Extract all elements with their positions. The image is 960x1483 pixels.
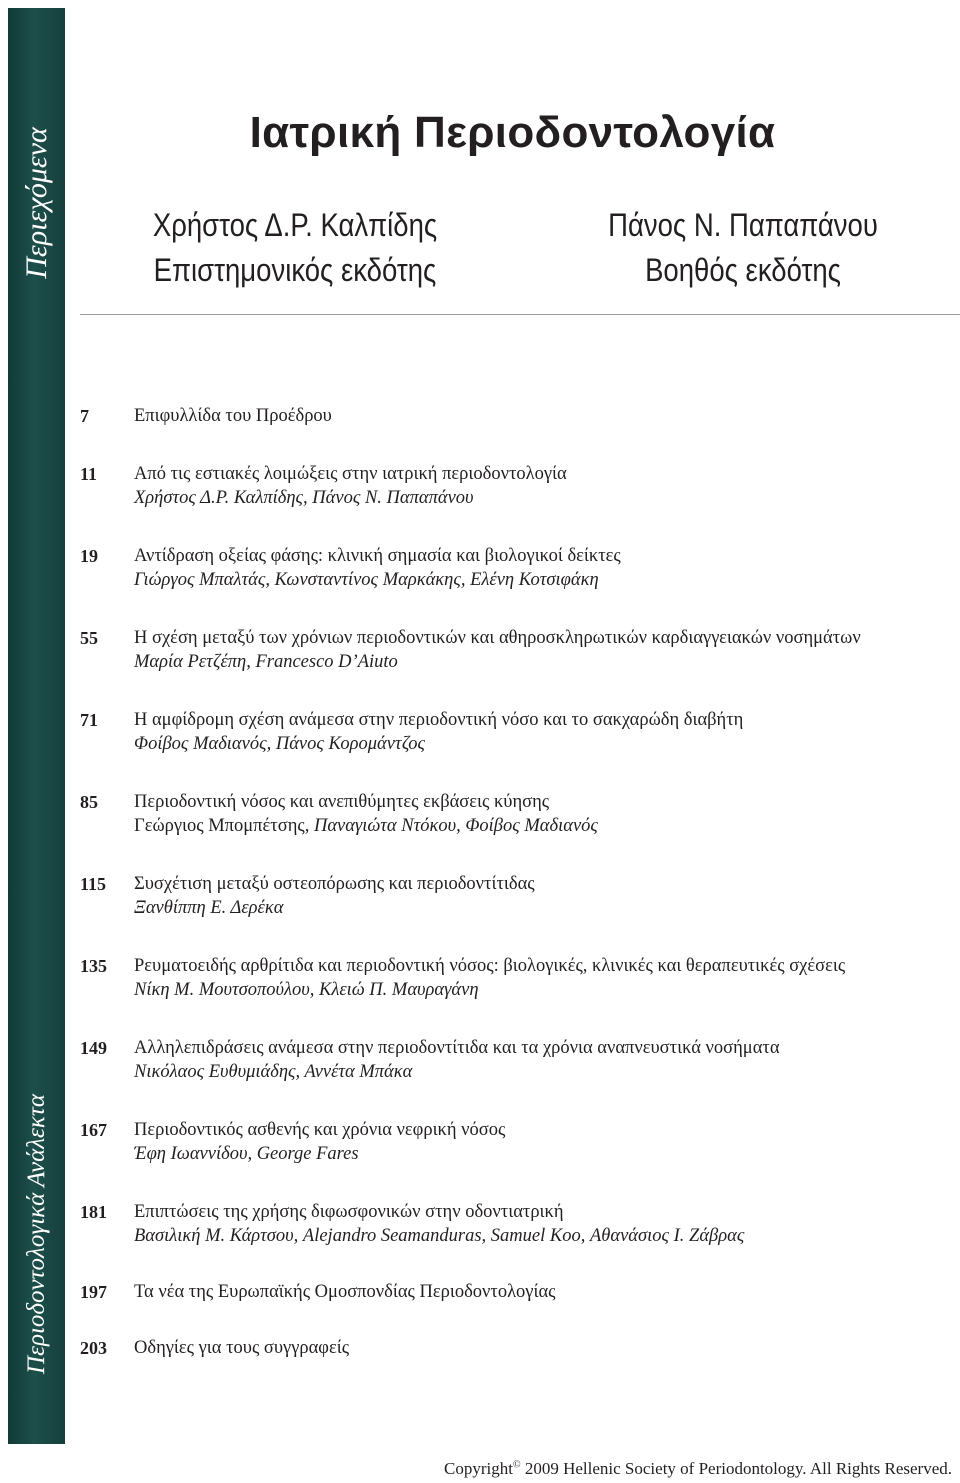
toc-authors: Βασιλική Μ. Κάρτσου, Alejandro Seamanduras, Samuel Koo, Αθανάσιος Ι. Ζάβρας	[134, 1226, 745, 1246]
toc-authors: Έφη Ιωαννίδου, George Fares	[134, 1144, 359, 1164]
toc-authors: Μαρία Ρετζέπη, Francesco D’Aiuto	[134, 652, 398, 672]
header-divider	[80, 314, 960, 315]
toc-title: Επιφυλλίδα του Προέδρου	[134, 406, 332, 426]
toc-page-number: 181	[80, 1202, 107, 1222]
toc-page-number: 197	[80, 1282, 107, 1302]
toc-title: Συσχέτιση μεταξύ οστεοπόρωσης και περιοδοντίτιδας	[134, 874, 535, 894]
toc-authors: Νικόλαος Ευθυμιάδης, Αννέτα Μπάκα	[134, 1062, 413, 1082]
toc-page-number: 135	[80, 956, 107, 976]
toc-page-number: 7	[80, 406, 89, 426]
toc-authors: Ξανθίππη Ε. Δερέκα	[134, 898, 284, 918]
copyright-notice	[444, 1459, 952, 1479]
toc-authors: Γιώργος Μπαλτάς, Κωνσταντίνος Μαρκάκης, Ελένη Κοτσιφάκη	[134, 570, 599, 590]
toc-page-number: 85	[80, 792, 98, 812]
editor-block-right	[593, 203, 894, 293]
editor-role: Επιστημονικός εκδότης	[153, 252, 437, 288]
toc-page-number: 11	[80, 464, 98, 484]
toc-title: Η σχέση μεταξύ των χρόνιων περιοδοντικών και αθηροσκληρωτικών καρδιαγγειακών νοσημάτων	[134, 628, 861, 648]
toc-authors: Νίκη Μ. Μουτσοπούλου, Κλειώ Π. Μαυραγάνη	[134, 980, 479, 1000]
toc-title: Αλληλεπιδράσεις ανάμεσα στην περιοδοντίτιδα και τα χρόνια αναπνευστικά νοσήματα	[134, 1038, 780, 1058]
toc-page-number: 203	[80, 1338, 107, 1358]
toc-title: Περιοδοντικός ασθενής και χρόνια νεφρική νόσος	[134, 1120, 506, 1140]
toc-title: Ρευματοειδής αρθρίτιδα και περιοδοντική νόσος: βιολογικές, κλινικές και θεραπευτικές σχέσεις	[134, 956, 846, 976]
toc-title: Επιπτώσεις της χρήσης διφωσφονικών στην οδοντιατρική	[134, 1202, 564, 1222]
toc-page-number: 55	[80, 628, 98, 648]
journal-title: Ιατρική Περιοδοντολογία	[249, 108, 776, 157]
copyright-prefix: Copyright	[444, 1459, 513, 1478]
contents-label: Περιεχόμενα	[19, 127, 53, 279]
toc-page-number: 167	[80, 1120, 107, 1140]
copyright-text: 2009 Hellenic Society of Periodontology. All Rights Reserved.	[520, 1459, 952, 1478]
toc-title: Η αμφίδρομη σχέση ανάμεσα στην περιοδοντική νόσο και το σακχαρώδη διαβήτη	[134, 710, 744, 730]
toc-title: Τα νέα της Ευρωπαϊκής Ομοσπονδίας Περιοδοντολογίας	[134, 1282, 556, 1302]
toc-authors: Χρήστος Δ.Ρ. Καλπίδης, Πάνος Ν. Παπαπάνου	[134, 488, 474, 508]
toc-authors-line	[134, 814, 960, 838]
toc-title: Οδηγίες για τους συγγραφείς	[134, 1338, 350, 1358]
editor-block-left	[145, 203, 446, 293]
sidebar-band	[8, 8, 65, 1444]
editor-name: Πάνος Ν. Παπαπάνου	[608, 207, 878, 243]
toc-title: Αντίδραση οξείας φάσης: κλινική σημασία και βιολογικοί δείκτες	[134, 546, 621, 566]
toc-authors: Φοίβος Μαδιανός, Πάνος Κορομάντζος	[134, 734, 426, 754]
editor-role: Βοηθός εκδότης	[645, 252, 841, 288]
toc-page-number: 149	[80, 1038, 107, 1058]
toc-page-number: 115	[80, 874, 107, 894]
journal-name-vertical: Περιοδοντολογικά Ανάλεκτα	[22, 1094, 50, 1374]
copyright-symbol: ©	[512, 1459, 521, 1471]
editor-name: Χρήστος Δ.Ρ. Καλπίδης	[152, 207, 438, 243]
toc-page-number: 71	[80, 710, 98, 730]
toc-authors-upright: Γεώργιος Μπομπέτσης,	[134, 816, 314, 836]
toc-title: Από τις εστιακές λοιμώξεις στην ιατρική περιοδοντολογία	[134, 464, 567, 484]
toc-authors: Παναγιώτα Ντόκου, Φοίβος Μαδιανός	[313, 816, 598, 836]
toc-page-number: 19	[80, 546, 98, 566]
toc-title: Περιοδοντική νόσος και ανεπιθύμητες εκβάσεις κύησης	[134, 792, 550, 812]
